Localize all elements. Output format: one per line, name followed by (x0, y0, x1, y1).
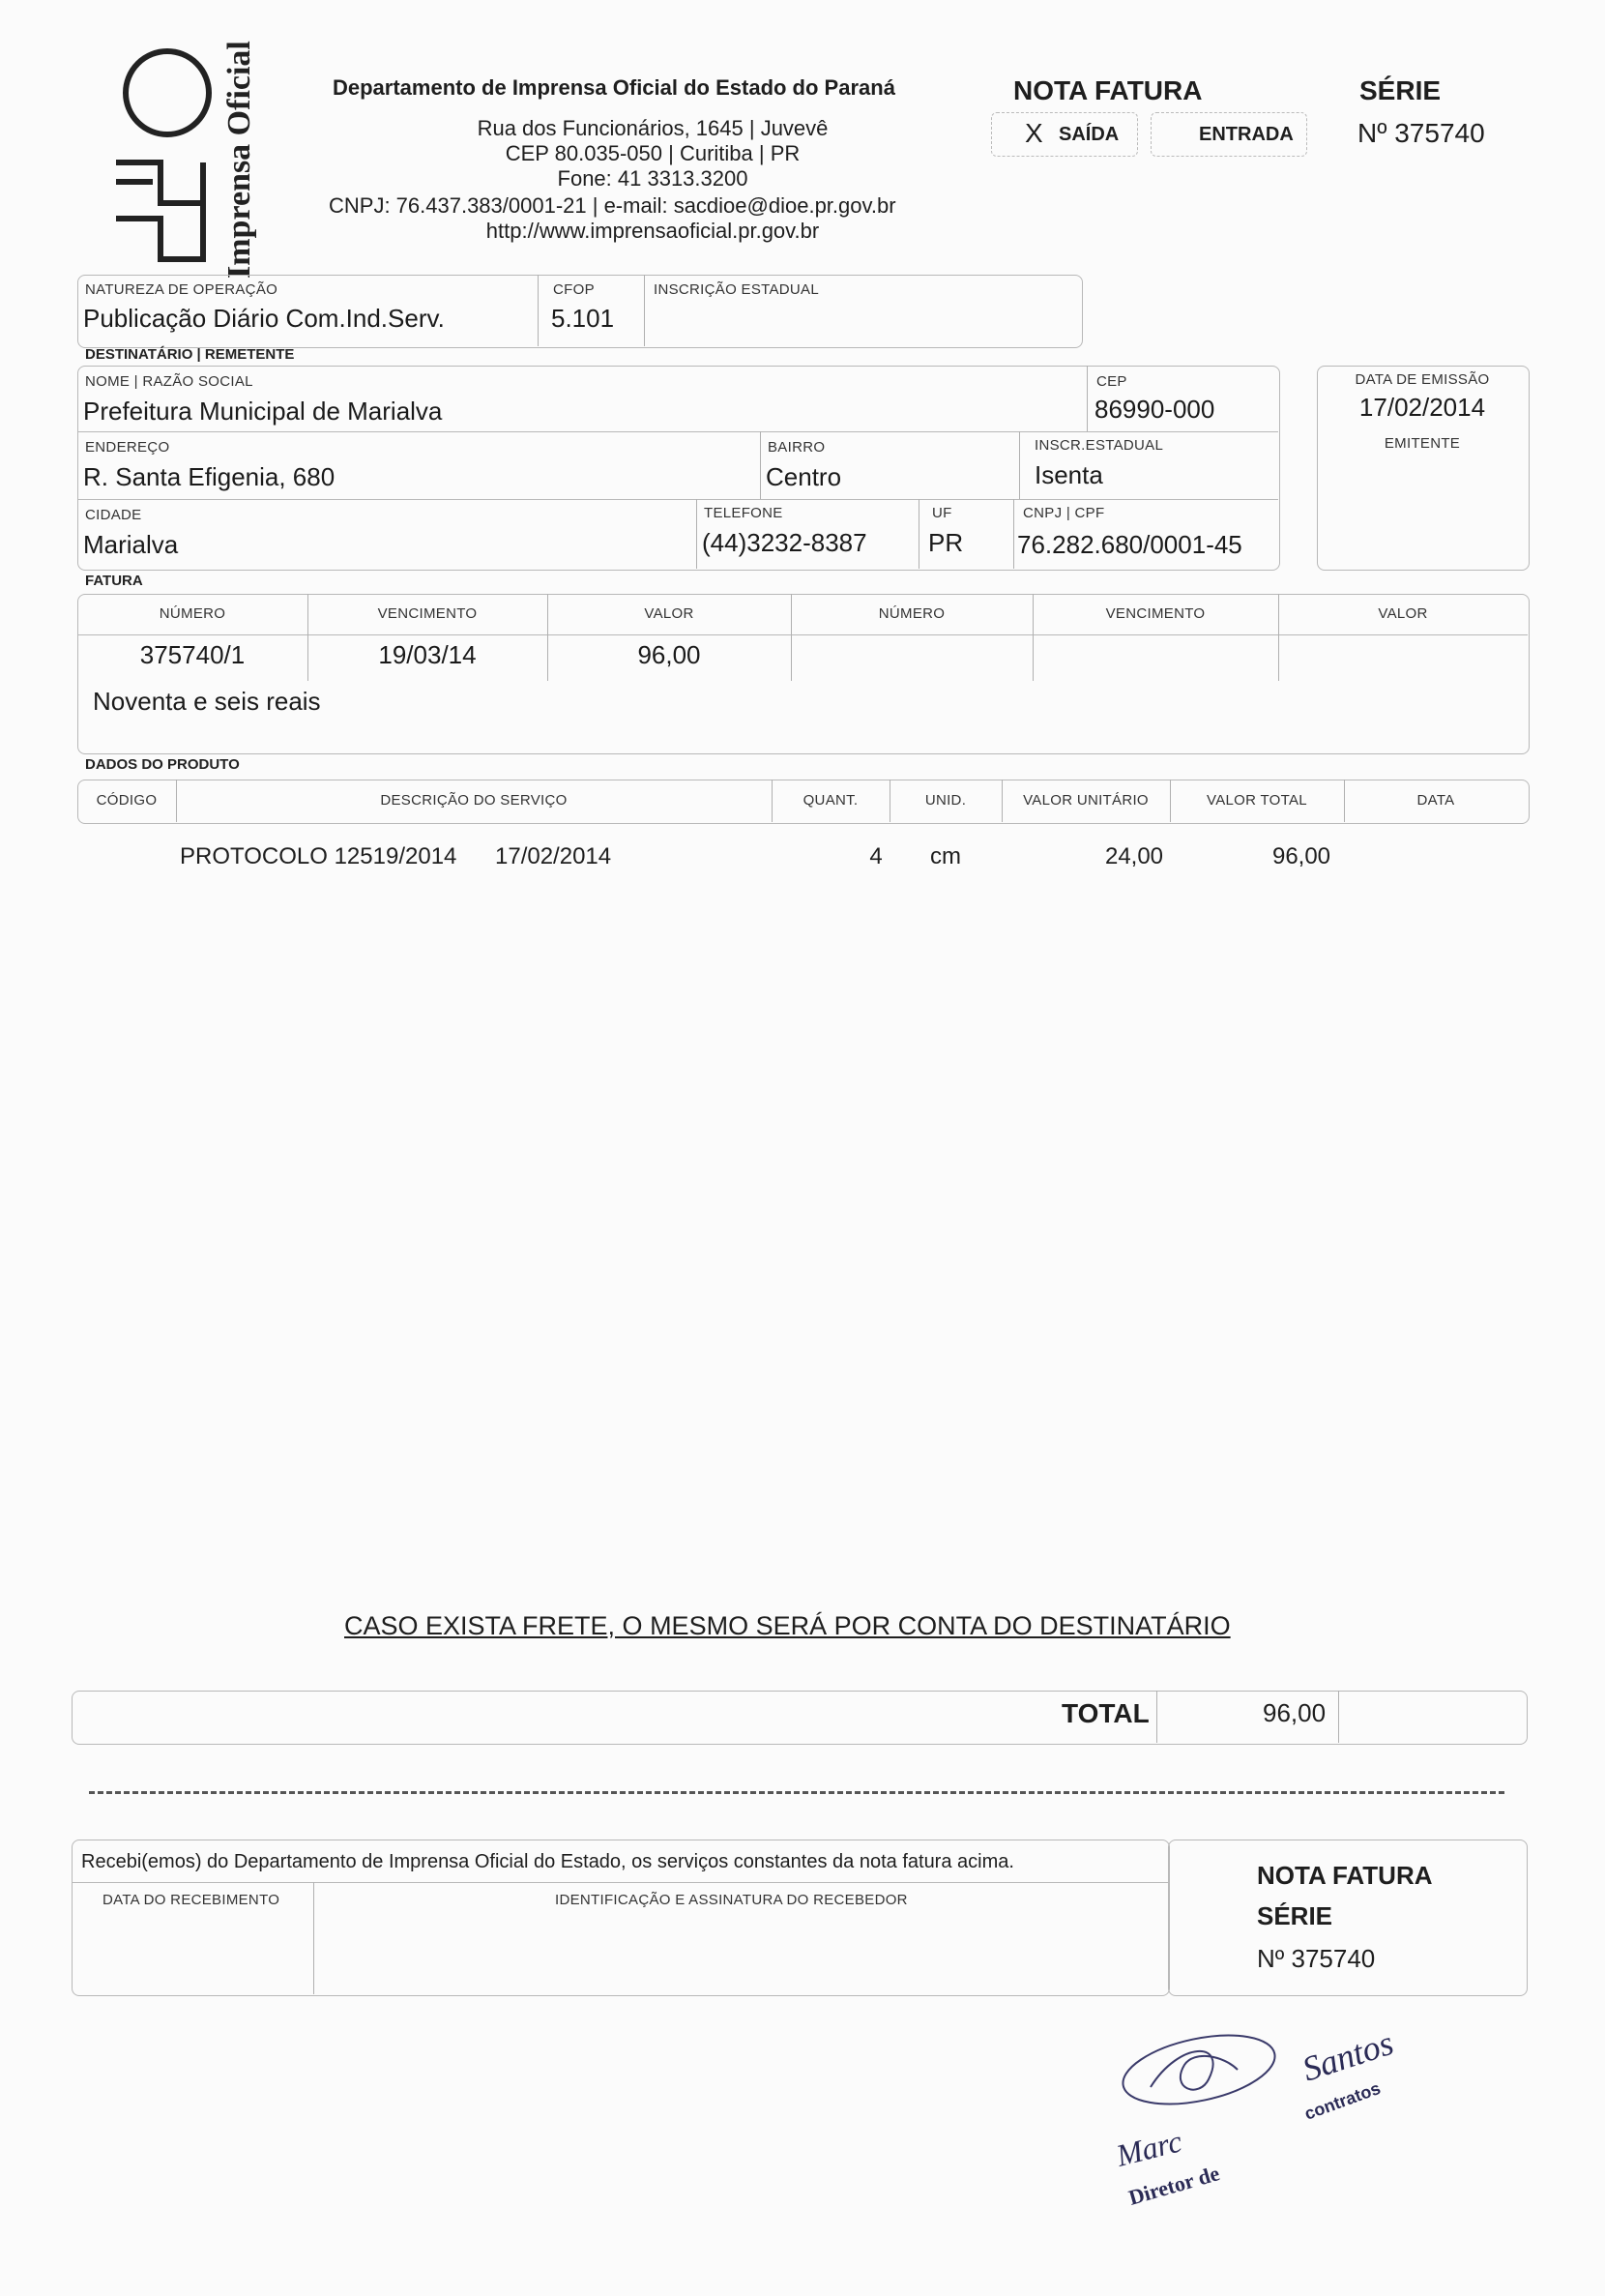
fatura-vencimento2-label: VENCIMENTO (1105, 605, 1206, 622)
signature-line2: Marc (1112, 2123, 1185, 2173)
saida-mark: X (1025, 118, 1043, 148)
cnpj-label: CNPJ | CPF (1023, 505, 1105, 521)
cfop-value: 5.101 (551, 304, 615, 333)
bairro-label: BAIRRO (768, 439, 826, 456)
telefone-value: (44)3232-8387 (702, 528, 867, 557)
imprensa-oficial-logo-icon (114, 37, 259, 279)
fatura-vencimento-value: 19/03/14 (378, 640, 477, 669)
signature-line1: contratos (1301, 2077, 1384, 2124)
org-website: http://www.imprensaoficial.pr.gov.br (485, 219, 820, 243)
prod-total-value: 96,00 (1271, 843, 1331, 869)
cep-divider (1087, 366, 1088, 431)
prod-unitario-label: VALOR UNITÁRIO (1023, 792, 1149, 809)
dest-row2-line (77, 499, 1278, 500)
prod-descricao-value: PROTOCOLO 12519/2014 (180, 843, 457, 869)
signature-stamp-icon (1093, 2012, 1412, 2215)
cnpj-divider (1013, 499, 1014, 569)
recibo-text: Recebi(emos) do Departamento de Imprensa Oficial do Estado, os serviços constantes da nota fatura acima. (81, 1851, 1014, 1872)
recibo-numero: Nº 375740 (1257, 1944, 1376, 1973)
saida-label: SAÍDA (1059, 124, 1120, 145)
emissao-label: DATA DE EMISSÃO (1355, 371, 1490, 388)
nota-fatura-title: NOTA FATURA (1013, 75, 1203, 105)
org-cnpj-email: CNPJ: 76.437.383/0001-21 | e-mail: sacdioe@dioe.pr.gov.br (329, 193, 896, 218)
prod-quant-label: QUANT. (802, 792, 859, 809)
insc-label: INSCR.ESTADUAL (1035, 437, 1164, 454)
fatura-header-line (77, 634, 1528, 635)
fatura-extenso: Noventa e seis reais (93, 687, 321, 716)
dest-row1-line (77, 431, 1278, 432)
org-phone: Fone: 41 3313.3200 (557, 166, 748, 191)
signature-line3: Diretor de (1125, 2161, 1222, 2210)
prod-unid-value: cm (930, 843, 961, 869)
cnpj-value: 76.282.680/0001-45 (1017, 530, 1242, 559)
nome-label: NOME | RAZÃO SOCIAL (85, 373, 253, 390)
endereco-value: R. Santa Efigenia, 680 (83, 462, 336, 491)
fatura-valor2-label: VALOR (1378, 605, 1428, 622)
cep-label: CEP (1096, 373, 1127, 390)
prod-data-value: 17/02/2014 (495, 843, 612, 869)
entrada-label: ENTRADA (1199, 124, 1294, 145)
uf-label: UF (932, 505, 952, 521)
natureza-value: Publicação Diário Com.Ind.Serv. (83, 304, 445, 333)
cidade-value: Marialva (83, 530, 179, 559)
total-label: TOTAL (1062, 1698, 1150, 1728)
prod-total-label: VALOR TOTAL (1207, 792, 1307, 809)
org-address: Rua dos Funcionários, 1645 | Juvevê (477, 116, 829, 140)
insc-divider (1019, 431, 1020, 499)
total-value: 96,00 (1263, 1698, 1327, 1727)
ie-label: INSCRIÇÃO ESTADUAL (654, 281, 819, 298)
total-divider-left (1156, 1691, 1157, 1743)
fatura-valor-label: VALOR (644, 605, 694, 622)
logo (114, 37, 259, 279)
prod-data-label: DATA (1416, 792, 1455, 809)
frete-note: CASO EXISTA FRETE, O MESMO SERÁ POR CONTA DO DESTINATÁRIO (344, 1611, 1231, 1640)
org-name: Departamento de Imprensa Oficial do Estado do Paraná (333, 75, 895, 100)
nota-number: Nº 375740 (1357, 118, 1485, 148)
signature-name: Santos (1298, 2022, 1398, 2089)
natureza-label: NATUREZA DE OPERAÇÃO (85, 281, 278, 298)
org-cep: CEP 80.035-050 | Curitiba | PR (505, 141, 801, 165)
total-divider-right (1338, 1691, 1339, 1743)
recibo-serie: SÉRIE (1257, 1901, 1333, 1930)
fatura-section: FATURA (85, 573, 143, 589)
destinatario-section: DESTINATÁRIO | REMETENTE (85, 346, 295, 363)
cidade-label: CIDADE (85, 507, 142, 523)
endereco-label: ENDEREÇO (85, 439, 170, 456)
fatura-numero2-label: NÚMERO (878, 605, 946, 622)
recibo-assinatura-label: IDENTIFICAÇÃO E ASSINATURA DO RECEBEDOR (555, 1892, 908, 1908)
recibo-data-label: DATA DO RECEBIMENTO (102, 1892, 280, 1908)
uf-value: PR (928, 528, 964, 557)
recibo-divider (313, 1882, 314, 1994)
produto-section: DADOS DO PRODUTO (85, 756, 240, 773)
cut-line (89, 1791, 1504, 1794)
fatura-vencimento-label: VENCIMENTO (377, 605, 478, 622)
fatura-numero-value: 375740/1 (139, 640, 246, 669)
prod-unid-label: UNID. (924, 792, 967, 809)
fatura-valor-value: 96,00 (637, 640, 701, 669)
telefone-label: TELEFONE (704, 505, 783, 521)
telefone-divider (696, 499, 697, 569)
prod-descricao-label: DESCRIÇÃO DO SERVIÇO (380, 792, 568, 809)
emissao-value: 17/02/2014 (1358, 393, 1486, 422)
fatura-numero-label: NÚMERO (159, 605, 226, 622)
cfop-label: CFOP (553, 281, 595, 298)
bairro-value: Centro (766, 462, 842, 491)
prod-unitario-value: 24,00 (1104, 843, 1164, 869)
recibo-line (72, 1882, 1168, 1883)
ie-divider (644, 275, 645, 346)
recibo-nota-fatura: NOTA FATURA (1257, 1861, 1433, 1890)
nome-value: Prefeitura Municipal de Marialva (83, 397, 443, 426)
signature (1093, 2012, 1412, 2215)
prod-quant-value: 4 (869, 843, 883, 869)
serie-title: SÉRIE (1359, 75, 1442, 105)
cfop-divider (538, 275, 539, 346)
emitente-label: EMITENTE (1384, 435, 1461, 452)
logo-text: Imprensa Oficial (221, 41, 257, 279)
cep-value: 86990-000 (1094, 395, 1215, 424)
insc-value: Isenta (1035, 460, 1103, 489)
bairro-divider (760, 431, 761, 499)
prod-codigo-label: CÓDIGO (96, 792, 158, 809)
